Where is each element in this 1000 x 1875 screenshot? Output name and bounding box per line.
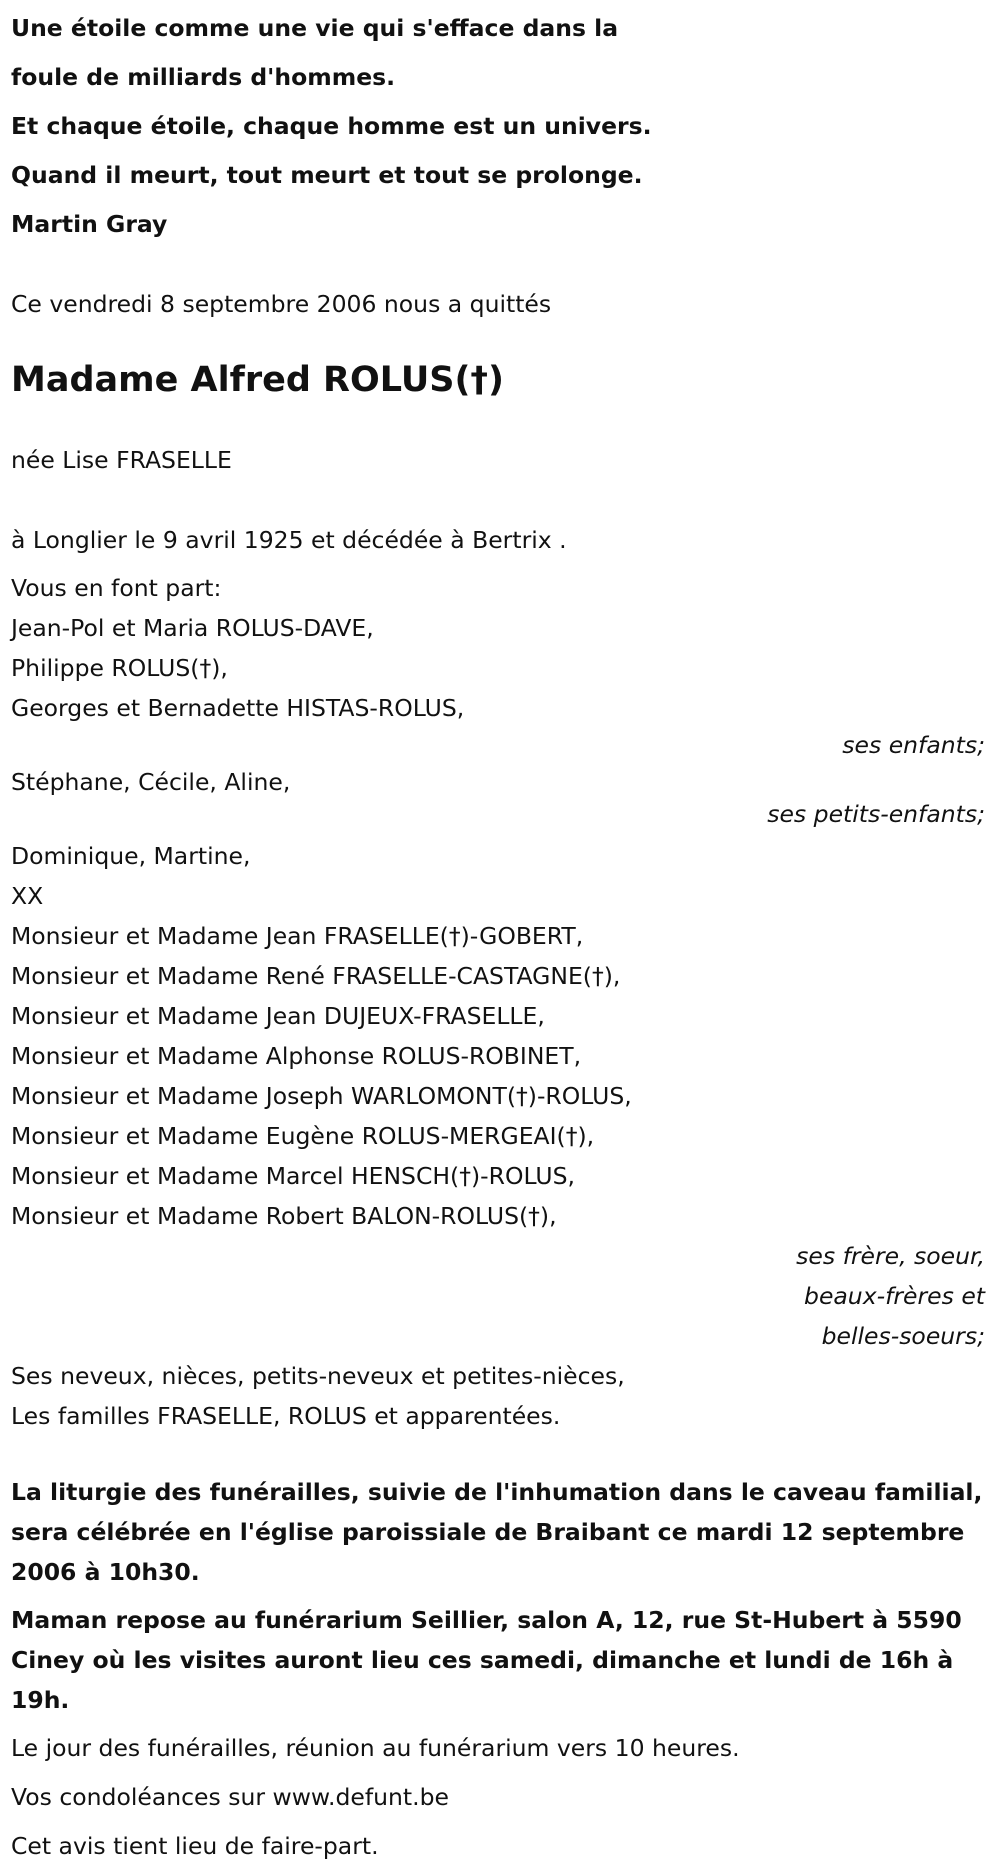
family-member: Monsieur et Madame Marcel HENSCH(†)-ROLUS, bbox=[11, 1162, 575, 1190]
announcers-heading: Vous en font part: bbox=[11, 574, 222, 602]
siblings-role: beaux-frères et bbox=[804, 1282, 985, 1310]
funerarium-paragraph: Maman repose au funérarium Seillier, salon A, 12, rue St-Hubert à 5590 Ciney où les visites auront lieu ces samedi, dimanche et lundi de 16h à 19h. bbox=[11, 1606, 962, 1714]
obituary-page bbox=[11, 0, 985, 1875]
family-member: Philippe ROLUS(†), bbox=[11, 654, 228, 682]
quote-author: Martin Gray bbox=[11, 210, 168, 238]
family-member: Monsieur et Madame Jean DUJEUX-FRASELLE, bbox=[11, 1002, 545, 1030]
family-member: Monsieur et Madame René FRASELLE-CASTAGNE(†), bbox=[11, 962, 621, 990]
quote-line: Et chaque étoile, chaque homme est un univers. bbox=[11, 112, 652, 140]
family-member: Monsieur et Madame Joseph WARLOMONT(†)-ROLUS, bbox=[11, 1082, 632, 1110]
family-member: Dominique, Martine, bbox=[11, 842, 251, 870]
ceremony-info bbox=[11, 1472, 985, 1720]
family-member: XX bbox=[11, 882, 44, 910]
family-member: Stéphane, Cécile, Aline, bbox=[11, 768, 291, 796]
deceased-name: Madame Alfred ROLUS(†) bbox=[11, 360, 504, 400]
children-role: ses enfants; bbox=[842, 731, 985, 759]
liturgy-paragraph: La liturgie des funérailles, suivie de l'inhumation dans le caveau familial, sera célébrée en l'église paroissiale de Braibant ce mardi 12 septembre 2006 à 10h30. bbox=[11, 1478, 983, 1586]
family-member: Monsieur et Madame Robert BALON-ROLUS(†), bbox=[11, 1202, 557, 1230]
family-member: Les familles FRASELLE, ROLUS et apparentées. bbox=[11, 1402, 561, 1430]
family-member: Ses neveux, nièces, petits-neveux et petites-nièces, bbox=[11, 1362, 625, 1390]
siblings-role: ses frère, soeur, bbox=[796, 1242, 985, 1270]
condolences-note: Vos condoléances sur www.defunt.be bbox=[11, 1783, 449, 1811]
family-member: Jean-Pol et Maria ROLUS-DAVE, bbox=[11, 614, 374, 642]
maiden-name: née Lise FRASELLE bbox=[11, 446, 232, 474]
epigraph-quote bbox=[11, 4, 985, 249]
death-announcement: Ce vendredi 8 septembre 2006 nous a quittés bbox=[11, 290, 552, 318]
faire-part-note: Cet avis tient lieu de faire-part. bbox=[11, 1832, 379, 1860]
grandchildren-role: ses petits-enfants; bbox=[767, 800, 985, 828]
family-member: Georges et Bernadette HISTAS-ROLUS, bbox=[11, 694, 465, 722]
quote-line: foule de milliards d'hommes. bbox=[11, 63, 396, 91]
family-list bbox=[11, 568, 985, 1436]
quote-line: Quand il meurt, tout meurt et tout se prolonge. bbox=[11, 161, 643, 189]
family-member: Monsieur et Madame Eugène ROLUS-MERGEAI(†), bbox=[11, 1122, 595, 1150]
family-member: Monsieur et Madame Jean FRASELLE(†)-GOBERT, bbox=[11, 922, 584, 950]
siblings-role: belles-soeurs; bbox=[821, 1322, 985, 1350]
family-member: Monsieur et Madame Alphonse ROLUS-ROBINET, bbox=[11, 1042, 582, 1070]
birth-death-info: à Longlier le 9 avril 1925 et décédée à Bertrix . bbox=[11, 526, 567, 554]
meeting-note: Le jour des funérailles, réunion au funérarium vers 10 heures. bbox=[11, 1734, 740, 1762]
quote-line: Une étoile comme une vie qui s'efface dans la bbox=[11, 14, 619, 42]
closing-notes bbox=[11, 1728, 985, 1866]
